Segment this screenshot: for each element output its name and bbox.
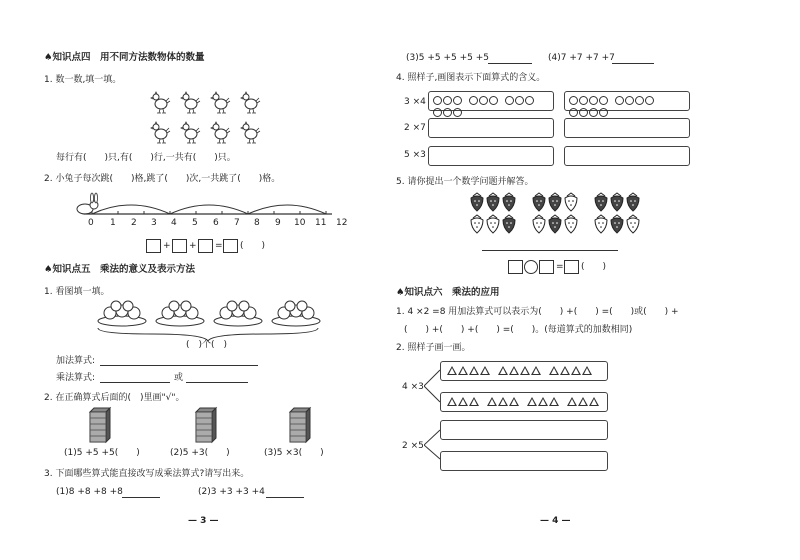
- drawing-box[interactable]: [440, 451, 608, 471]
- triangles-box-1: [440, 361, 608, 381]
- page-number-right: — 4 —: [540, 516, 571, 526]
- q3-item-1: (1)8 +8 +8 +8: [56, 487, 123, 497]
- q3-item-3: (3)5 +5 +5 +5 +5: [406, 53, 489, 63]
- addition-answer-line[interactable]: [100, 365, 258, 366]
- drawing-box[interactable]: [564, 118, 690, 138]
- example-label: 4 ×3: [402, 382, 424, 392]
- answer-box[interactable]: [508, 260, 523, 274]
- tick-label: 10: [294, 218, 306, 228]
- option-2[interactable]: (2)5 +3( ): [170, 448, 230, 458]
- tick-label: 6: [213, 218, 219, 228]
- question-4-title: 4. 照样子,画图表示下面算式的含义。: [396, 73, 546, 83]
- triangles-box-2: [440, 392, 608, 412]
- multiplication-label: 乘法算式:: [56, 373, 96, 383]
- apple-plates-picture: [94, 296, 326, 344]
- q3-item-1-answer-line[interactable]: [122, 497, 160, 498]
- tick-label: 4: [171, 218, 177, 228]
- brace-label: ( )个( ): [186, 340, 228, 350]
- q3-item-3-answer-line[interactable]: [488, 63, 532, 64]
- number-line-labels: [88, 217, 348, 229]
- question-2-title: 2. 小兔子每次跳( )格,跳了( )次,一共跳了( )格。: [44, 174, 281, 184]
- example-circles-box-1: [428, 91, 554, 111]
- addition-label: 加法算式:: [56, 356, 96, 366]
- section-5-title: ♠知识点五 乘法的意义及表示方法: [44, 264, 196, 275]
- tick-label: 0: [88, 218, 94, 228]
- q4-row-label: 5 ×3: [404, 150, 426, 160]
- answer-box[interactable]: [223, 239, 238, 253]
- question-1-answer: 每行有( )只,有( )行,一共有( )只。: [56, 153, 236, 163]
- tick-label: 8: [254, 218, 260, 228]
- tick-label: 5: [192, 218, 198, 228]
- equals-sign: =: [215, 241, 223, 251]
- page-number-left: — 3 —: [188, 516, 219, 526]
- q3-item-2: (2)3 +3 +3 +4: [198, 487, 265, 497]
- or-label: 或: [174, 373, 184, 383]
- question-1-title: 1. 数一数,填一填。: [44, 75, 122, 85]
- question-1b-title: 1. 看图填一填。: [44, 287, 110, 297]
- drawing-box[interactable]: [564, 146, 690, 166]
- tick-label: 3: [151, 218, 157, 228]
- rabbit-icon: [77, 193, 98, 214]
- answer-paren[interactable]: ( ): [240, 241, 266, 251]
- plus-sign: +: [163, 241, 171, 251]
- strawberries-picture: [466, 190, 646, 236]
- answer-box[interactable]: [172, 239, 187, 253]
- equals-sign: =: [556, 262, 564, 272]
- chicken-picture: [148, 90, 268, 148]
- q3-item-4-answer-line[interactable]: [612, 63, 654, 64]
- question-answer-line[interactable]: [482, 250, 618, 251]
- multiplication-answer-line-2[interactable]: [186, 382, 248, 383]
- option-3[interactable]: (3)5 ×3( ): [264, 448, 324, 458]
- answer-box[interactable]: [198, 239, 213, 253]
- section-4-title: ♠知识点四 用不同方法数物体的数量: [44, 52, 205, 63]
- tick-label: 7: [234, 218, 240, 228]
- q4-row-label: 3 ×4: [404, 97, 426, 107]
- plus-sign: +: [189, 241, 197, 251]
- question-5-title: 5. 请你提出一个数学问题并解答。: [396, 177, 534, 187]
- section-6-title: ♠知识点六 乘法的应用: [396, 287, 500, 298]
- drawing-box[interactable]: [428, 118, 554, 138]
- drawing-box[interactable]: [440, 420, 608, 440]
- tick-label: 2: [131, 218, 137, 228]
- option-1[interactable]: (1)5 +5 +5( ): [64, 448, 140, 458]
- q4-row-label: 2 ×7: [404, 123, 426, 133]
- answer-box[interactable]: [146, 239, 161, 253]
- answer-paren[interactable]: ( ): [581, 262, 607, 272]
- tick-label: 11: [315, 218, 327, 228]
- drawing-box[interactable]: [428, 146, 554, 166]
- tick-label: 12: [336, 218, 348, 228]
- q3-item-4: (4)7 +7 +7 +7: [548, 53, 615, 63]
- exercise-label: 2 ×5: [402, 441, 424, 451]
- question-2-title: 2. 照样子画一画。: [396, 343, 471, 353]
- q3-item-2-answer-line[interactable]: [266, 497, 304, 498]
- tick-label: 1: [110, 218, 116, 228]
- q1-text-line-2: ( ) +( ) +( ) =( )。(每道算式的加数相同): [404, 325, 633, 335]
- q1-text-line-1: 1. 4 ×2 =8 用加法算式可以表示为( ) +( ) =( )或( ) +: [396, 307, 679, 317]
- question-3b-title: 3. 下面哪些算式能直接改写成乘法算式?请写出来。: [44, 469, 250, 479]
- tick-label: 9: [275, 218, 281, 228]
- answer-box[interactable]: [539, 260, 554, 274]
- example-circles-box-2: [564, 91, 690, 111]
- answer-box[interactable]: [564, 260, 579, 274]
- block-stacks-picture: [88, 406, 348, 444]
- question-2b-title: 2. 在正确算式后面的( )里画"√"。: [44, 393, 185, 403]
- operator-circle[interactable]: [524, 260, 538, 274]
- multiplication-answer-line-1[interactable]: [100, 382, 170, 383]
